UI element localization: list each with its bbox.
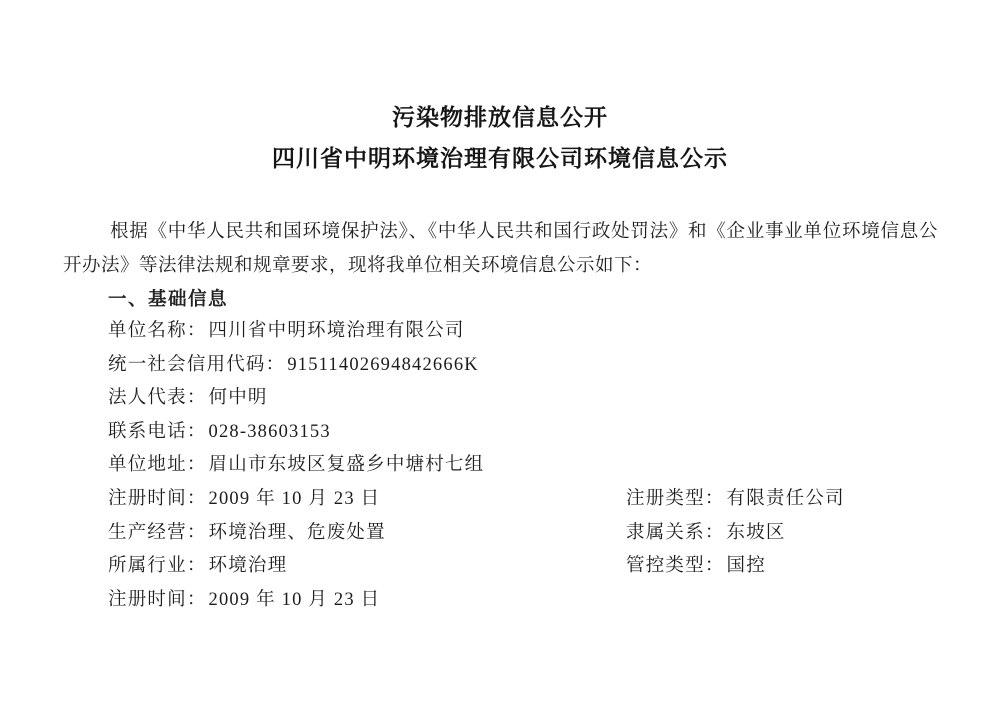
field-row-industry: [108, 550, 948, 584]
colon-separator: ：: [186, 388, 207, 409]
field-label: 所属行业: [108, 556, 187, 577]
colon-separator: ：: [186, 589, 207, 610]
field-value: 有限责任公司: [726, 488, 845, 509]
field-value: 何中明: [208, 388, 268, 409]
field-row-registration-date: [108, 483, 948, 517]
colon-separator: ：: [186, 556, 207, 577]
field-value: 国控: [726, 556, 766, 577]
document-title-line1: 污染物排放信息公开: [392, 105, 608, 130]
colon-separator: ：: [186, 421, 207, 442]
field-label: 注册类型: [626, 488, 705, 509]
field-value: 91511402694842666K: [287, 354, 479, 375]
colon-separator: ：: [704, 522, 725, 543]
field-value: 2009 年 10 月 23 日: [208, 488, 381, 509]
field-label: 法人代表: [108, 388, 187, 409]
document-title: [0, 97, 1000, 179]
field-right-control-type: [626, 550, 766, 584]
field-row-phone: [108, 416, 948, 450]
colon-separator: ：: [186, 522, 207, 543]
field-label: 注册时间: [108, 589, 187, 610]
field-right-affiliation: [626, 517, 786, 551]
field-label: 单位名称: [108, 321, 187, 341]
field-label: 管控类型: [626, 556, 705, 577]
field-value: 眉山市东坡区复盛乡中塘村七组: [208, 455, 485, 476]
colon-separator: ：: [265, 354, 286, 375]
field-value: 环境治理: [208, 556, 288, 577]
field-row-credit-code: [108, 349, 948, 383]
colon-separator: ：: [186, 488, 207, 509]
field-row-address: [108, 449, 948, 483]
field-row-unit-name: [108, 315, 948, 349]
field-value: 四川省中明环境治理有限公司: [208, 321, 465, 341]
document-title-line2: 四川省中明环境治理有限公司环境信息公示: [272, 146, 728, 171]
field-value: 东坡区: [726, 522, 786, 543]
field-row-registration-date-2: [108, 584, 948, 618]
intro-paragraph: [63, 215, 938, 283]
colon-separator: ：: [186, 455, 207, 476]
field-label: 生产经营: [108, 522, 187, 543]
field-label: 单位地址: [108, 455, 187, 476]
field-value: 2009 年 10 月 23 日: [208, 589, 381, 610]
field-value: 环境治理、危废处置: [208, 522, 386, 543]
field-label: 注册时间: [108, 488, 187, 509]
colon-separator: ：: [704, 488, 725, 509]
field-label: 隶属关系: [626, 522, 705, 543]
field-row-legal-representative: [108, 382, 948, 416]
field-row-business-scope: [108, 517, 948, 551]
field-right-registration-type: [626, 483, 845, 517]
basic-info-fields: [108, 315, 948, 617]
intro-line1: 根据《中华人民共和国环境保护法》、《中华人民共和国行政处罚法》和《企业事业单位环境信息公: [110, 222, 938, 242]
field-label: 联系电话: [108, 421, 187, 442]
field-value: 028-38603153: [208, 421, 331, 442]
intro-line2: 开办法》等法律法规和规章要求，现将我单位相关环境信息公示如下：: [63, 256, 653, 276]
field-label: 统一社会信用代码: [108, 354, 266, 375]
colon-separator: ：: [186, 321, 207, 341]
section-heading-basic-info: 一、基础信息: [108, 288, 229, 309]
colon-separator: ：: [704, 556, 725, 577]
